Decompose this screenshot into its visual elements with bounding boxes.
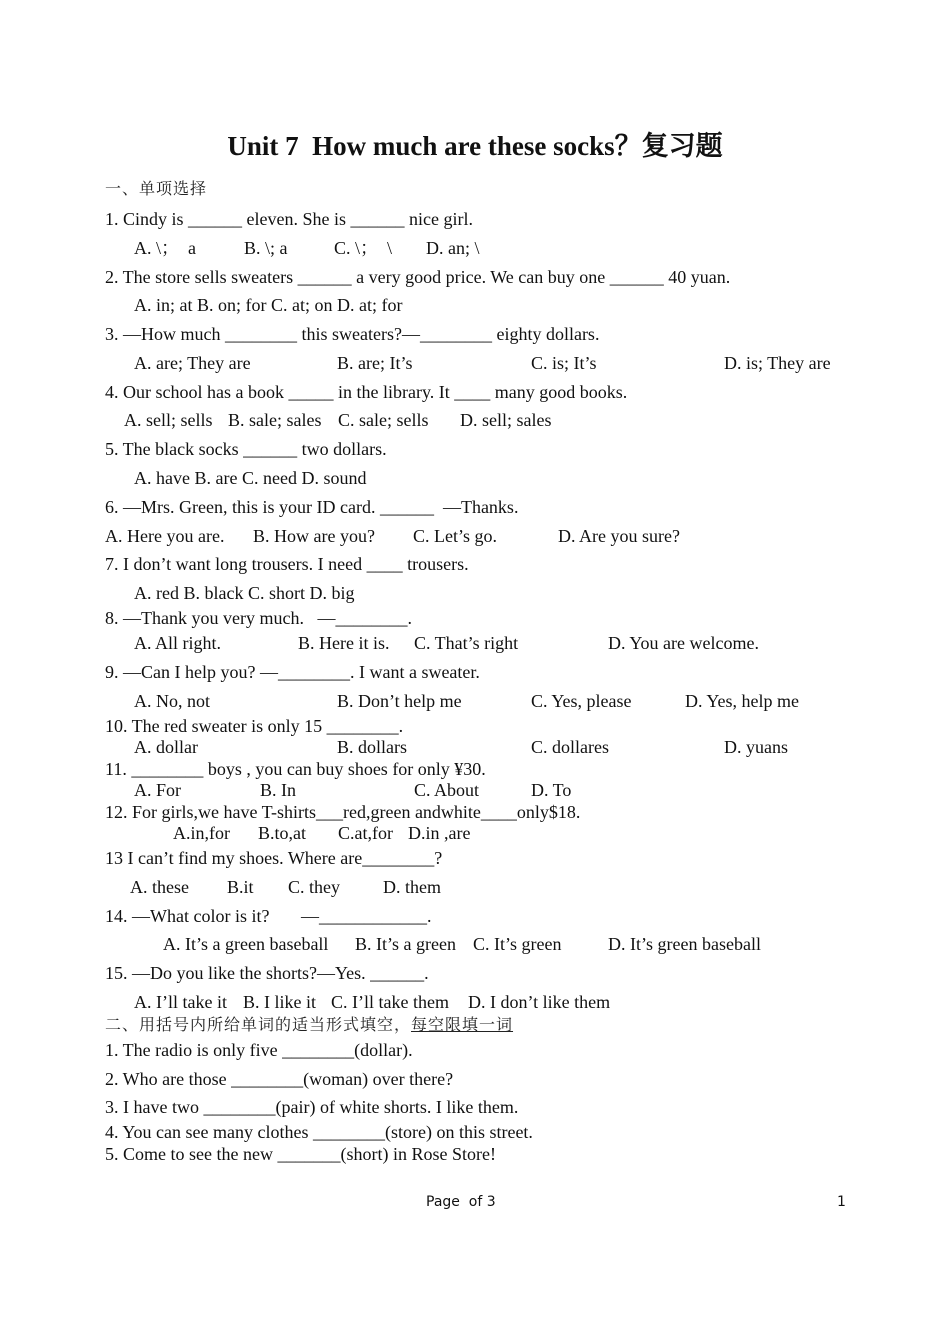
option-13c: C. they — [288, 877, 340, 897]
option-14d: D. It’s green baseball — [608, 934, 761, 954]
option-4a: A. sell; sells — [124, 410, 213, 430]
page-title: Unit 7 How much are these socks？复习题 — [227, 131, 723, 161]
option-11d: D. To — [531, 780, 572, 800]
fill-item-3: 3. I have two ________(pair) of white shorts. I like them. — [105, 1097, 519, 1117]
option-13b: B.it — [227, 877, 254, 897]
option-8a: A. All right. — [134, 633, 222, 653]
question-8: 8. —Thank you very much. —________. — [105, 608, 412, 628]
question-13: 13 I can’t find my shoes. Where are________? — [105, 848, 443, 868]
question-6: 6. —Mrs. Green, this is your ID card. ______ —Thanks. — [105, 497, 519, 517]
option-6b: B. How are you? — [253, 526, 375, 546]
option-6d: D. Are you sure? — [558, 526, 680, 546]
fill-item-5: 5. Come to see the new _______(short) in Rose Store! — [105, 1144, 496, 1164]
option-9c: C. Yes, please — [531, 691, 632, 711]
option-10b: B. dollars — [337, 737, 407, 757]
question-5: 5. The black socks ______ two dollars. — [105, 439, 387, 459]
option-14b: B. It’s a green — [355, 934, 456, 954]
option-12b: B.to,at — [258, 823, 306, 843]
option-15d: D. I don’t like them — [468, 992, 611, 1012]
option-10c: C. dollares — [531, 737, 609, 757]
question-12: 12. For girls,we have T-shirts___red,green andwhite____only$18. — [105, 802, 581, 822]
footer-page-label: Page of 3 — [426, 1194, 496, 1210]
option-1d: D. an; \ — [426, 238, 480, 258]
option-8b: B. Here it is. — [298, 633, 390, 653]
question-7: 7. I don’t want long trousers. I need ____ trousers. — [105, 554, 469, 574]
option-4d: D. sell; sales — [460, 410, 552, 430]
options-2: A. in; at B. on; for C. at; on D. at; for — [134, 295, 403, 315]
options-7: A. red B. black C. short D. big — [134, 583, 355, 603]
option-14c: C. It’s green — [473, 934, 562, 954]
question-15: 15. —Do you like the shorts?—Yes. ______. — [105, 963, 429, 983]
fill-item-4: 4. You can see many clothes ________(store) on this street. — [105, 1122, 533, 1142]
option-11a: A. For — [134, 780, 182, 800]
option-8d: D. You are welcome. — [608, 633, 759, 653]
option-10d: D. yuans — [724, 737, 788, 757]
fill-item-1: 1. The radio is only five ________(dollar). — [105, 1040, 413, 1060]
option-6c: C. Let’s go. — [413, 526, 497, 546]
question-10: 10. The red sweater is only 15 ________. — [105, 716, 404, 736]
question-3: 3. —How much ________ this sweaters?—________ eighty dollars. — [105, 324, 600, 344]
option-3d: D. is; They are — [724, 353, 831, 373]
footer-page-number: 1 — [837, 1194, 846, 1210]
option-6a: A. Here you are. — [105, 526, 225, 546]
option-15a: A. I’ll take it — [134, 992, 227, 1012]
option-9b: B. Don’t help me — [337, 691, 462, 711]
option-10a: A. dollar — [134, 737, 198, 757]
option-12c: C.at,for — [338, 823, 393, 843]
option-15b: B. I like it — [243, 992, 316, 1012]
option-4b: B. sale; sales — [228, 410, 322, 430]
option-1b: B. \; a — [244, 238, 288, 258]
option-13a: A. these — [130, 877, 189, 897]
option-15c: C. I’ll take them — [331, 992, 449, 1012]
question-14: 14. —What color is it? —____________. — [105, 906, 432, 926]
question-2: 2. The store sells sweaters ______ a very good price. We can buy one ______ 40 yuan. — [105, 267, 731, 287]
option-1c: C. \； \ — [334, 238, 393, 258]
option-8c: C. That’s right — [414, 633, 519, 653]
option-11b: B. In — [260, 780, 296, 800]
option-9d: D. Yes, help me — [685, 691, 800, 711]
question-9: 9. —Can I help you? —________. I want a sweater. — [105, 662, 480, 682]
option-14a: A. It’s a green baseball — [163, 934, 329, 954]
option-12d: D.in ,are — [408, 823, 471, 843]
question-11: 11. ________ boys , you can buy shoes for only ¥30. — [105, 759, 486, 779]
option-3b: B. are; It’s — [337, 353, 413, 373]
option-9a: A. No, not — [134, 691, 210, 711]
option-1a: A. \； a — [134, 238, 196, 258]
option-3a: A. are; They are — [134, 353, 251, 373]
section-heading-choice: 一、单项选择 — [105, 179, 208, 198]
section-heading-fill-note: 每空限填一词 — [411, 1015, 514, 1034]
question-1: 1. Cindy is ______ eleven. She is ______ nice girl. — [105, 209, 473, 229]
options-5: A. have B. are C. need D. sound — [134, 468, 367, 488]
option-3c: C. is; It’s — [531, 353, 597, 373]
section-heading-fill-text: 二、用括号内所给单词的适当形式填空， — [105, 1015, 412, 1034]
fill-item-2: 2. Who are those ________(woman) over there? — [105, 1069, 454, 1089]
question-4: 4. Our school has a book _____ in the library. It ____ many good books. — [105, 382, 628, 402]
option-11c: C. About — [414, 780, 480, 800]
option-13d: D. them — [383, 877, 441, 897]
option-12a: A.in,for — [173, 823, 230, 843]
section-heading-fill — [105, 1017, 513, 1033]
option-4c: C. sale; sells — [338, 410, 429, 430]
